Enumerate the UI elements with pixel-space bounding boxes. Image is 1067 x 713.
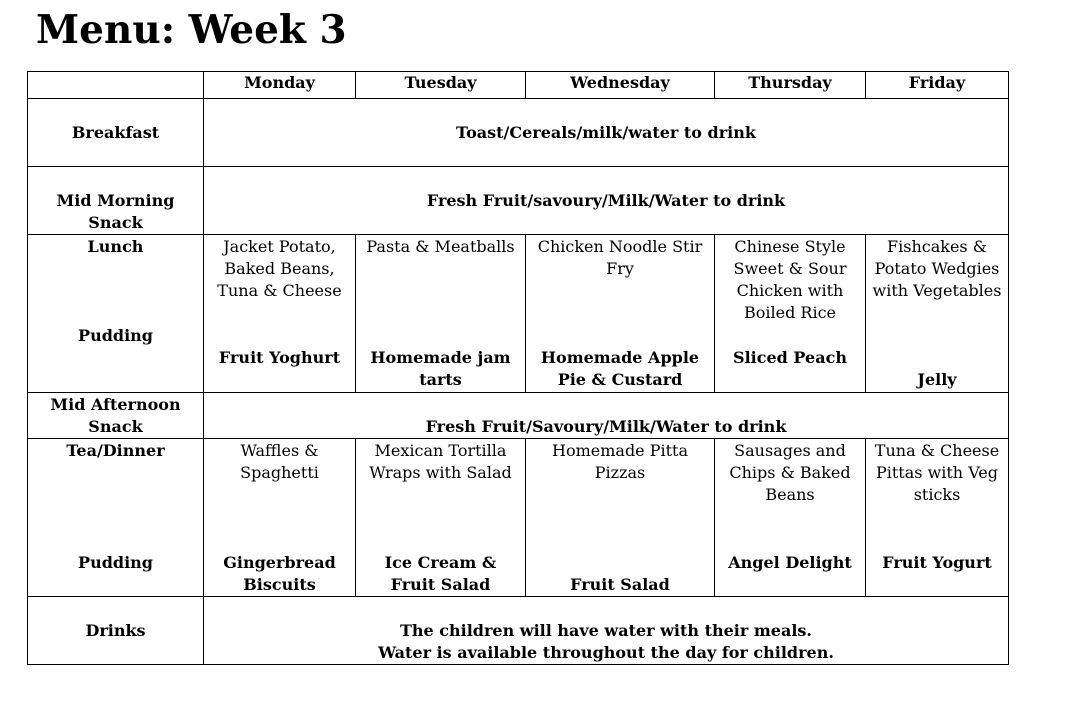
lunch-thursday: [715, 235, 866, 393]
day-header-tuesday: Tuesday: [356, 72, 526, 99]
lunch-pudding-label: Pudding: [78, 326, 153, 345]
tea-row: [28, 439, 1009, 597]
tea-main: Waffles & Spaghetti: [240, 441, 319, 482]
tea-main: Homemade Pitta Pizzas: [552, 441, 689, 482]
lunch-pudding: Sliced Peach: [733, 348, 847, 367]
breakfast-row: [28, 99, 1009, 167]
lunch-label: Lunch: [87, 237, 144, 256]
drinks-line-2: Water is available throughout the day for children.: [378, 643, 834, 662]
tea-pudding: Gingerbread Biscuits: [223, 553, 336, 594]
tea-wednesday: [526, 439, 715, 597]
lunch-pudding: Fruit Yoghurt: [218, 348, 341, 367]
mid-morning-menu: Fresh Fruit/savoury/Milk/Water to drink: [204, 167, 1009, 235]
breakfast-label: Breakfast: [28, 99, 204, 167]
tea-monday: [204, 439, 356, 597]
tea-pudding: Ice Cream & Fruit Salad: [384, 553, 497, 594]
lunch-main: Pasta & Meatballs: [366, 237, 515, 256]
tea-label: Tea/Dinner: [66, 441, 165, 460]
tea-pudding: Angel Delight: [728, 553, 852, 572]
lunch-pudding: Homemade jam tarts: [370, 348, 511, 389]
mid-morning-label: Mid Morning Snack: [28, 167, 204, 235]
mid-morning-row: [28, 167, 1009, 235]
menu-table: [27, 71, 1009, 665]
tea-main: Mexican Tortilla Wraps with Salad: [369, 441, 512, 482]
mid-afternoon-label: Mid Afternoon Snack: [28, 393, 204, 439]
tea-main: Sausages and Chips & Baked Beans: [729, 441, 851, 504]
mid-afternoon-menu: Fresh Fruit/Savoury/Milk/Water to drink: [204, 393, 1009, 439]
drinks-row: [28, 597, 1009, 665]
tea-friday: [866, 439, 1009, 597]
lunch-tuesday: [356, 235, 526, 393]
day-header-thursday: Thursday: [715, 72, 866, 99]
tea-thursday: [715, 439, 866, 597]
lunch-main: Chinese Style Sweet & Sour Chicken with Boiled Rice: [733, 237, 847, 322]
tea-label-cell: [28, 439, 204, 597]
day-header-friday: Friday: [866, 72, 1009, 99]
tea-main: Tuna & Cheese Pittas with Veg sticks: [874, 441, 1000, 504]
lunch-main: Fishcakes & Potato Wedgies with Vegetables: [872, 237, 1002, 300]
lunch-wednesday: [526, 235, 715, 393]
header-row: [28, 72, 1009, 99]
tea-tuesday: [356, 439, 526, 597]
lunch-main: Chicken Noodle Stir Fry: [537, 237, 703, 278]
tea-pudding: Fruit Salad: [570, 575, 670, 594]
lunch-row: [28, 235, 1009, 393]
lunch-pudding: Jelly: [917, 370, 957, 389]
day-header-monday: Monday: [204, 72, 356, 99]
drinks-label: Drinks: [28, 597, 204, 665]
lunch-label-cell: [28, 235, 204, 393]
lunch-main: Jacket Potato, Baked Beans, Tuna & Cheese: [217, 237, 342, 300]
page-title: Menu: Week 3: [36, 7, 347, 53]
lunch-monday: [204, 235, 356, 393]
drinks-menu: [204, 597, 1009, 665]
tea-pudding: Fruit Yogurt: [882, 553, 992, 572]
lunch-friday: [866, 235, 1009, 393]
drinks-line-1: The children will have water with their meals.: [399, 621, 812, 640]
lunch-pudding: Homemade Apple Pie & Custard: [540, 348, 700, 389]
day-header-wednesday: Wednesday: [526, 72, 715, 99]
mid-afternoon-row: [28, 393, 1009, 439]
tea-pudding-label: Pudding: [78, 553, 153, 572]
corner-cell: [28, 72, 204, 99]
breakfast-menu: Toast/Cereals/milk/water to drink: [204, 99, 1009, 167]
